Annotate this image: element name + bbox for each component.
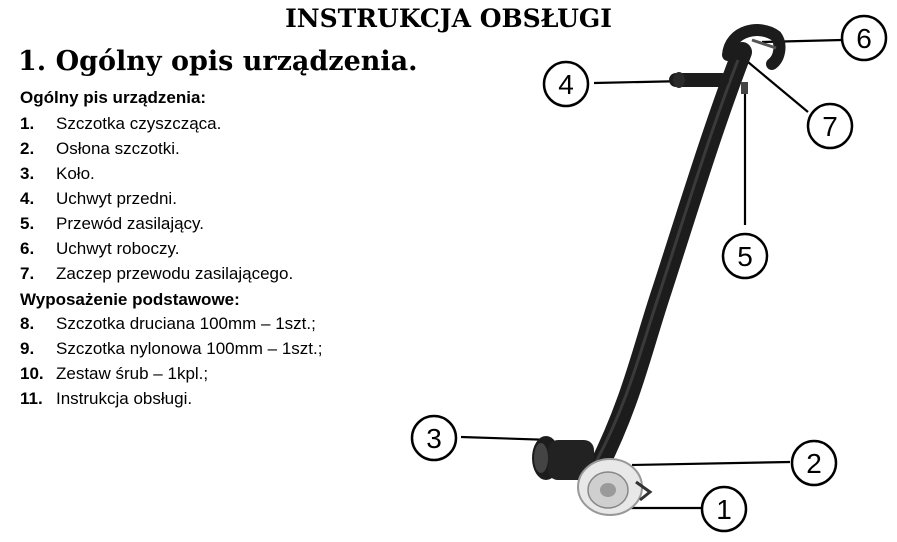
item-text: Uchwyt roboczy.: [56, 239, 180, 258]
list-item: [20, 236, 293, 261]
callout-label-3: 3: [426, 423, 442, 454]
leader-line-3: [461, 437, 552, 440]
item-text: Zaczep przewodu zasilającego.: [56, 264, 294, 283]
item-number: 9.: [20, 339, 35, 358]
item-text: Osłona szczotki.: [56, 139, 180, 158]
section-heading: 1. Ogólny opis urządzenia.: [18, 46, 418, 77]
leader-line-7: [748, 62, 808, 112]
list-item: [20, 136, 293, 161]
item-number: 7.: [20, 264, 35, 283]
item-number: 5.: [20, 214, 35, 233]
list-item: [20, 386, 322, 411]
front-handle-cap: [673, 72, 685, 88]
document-title: INSTRUKCJA OBSŁUGI: [285, 4, 612, 33]
callout-leaders: [461, 40, 842, 508]
item-number: 1.: [20, 114, 35, 133]
item-text: Uchwyt przedni.: [56, 189, 177, 208]
item-number: 10.: [20, 364, 44, 383]
description-heading: Ogólny pis urządzenia:: [20, 88, 207, 107]
wheel-hub: [534, 443, 548, 473]
callout-label-5: 5: [737, 241, 753, 272]
item-text: Szczotka czyszcząca.: [56, 114, 222, 133]
leader-line-2: [632, 462, 790, 465]
item-number: 2.: [20, 139, 35, 158]
item-text: Szczotka nylonowa 100mm – 1szt.;: [56, 339, 323, 358]
item-number: 11.: [20, 389, 43, 408]
item-text: Przewód zasilający.: [56, 214, 205, 233]
callout-label-6: 6: [856, 23, 872, 54]
equipment-heading: Wyposażenie podstawowe:: [20, 290, 240, 309]
item-text: Zestaw śrub – 1kpl.;: [56, 364, 209, 383]
item-text: Szczotka druciana 100mm – 1szt.;: [56, 314, 316, 333]
brush-center: [600, 483, 616, 497]
item-number: 3.: [20, 164, 35, 183]
device-illustration: [400, 0, 897, 542]
list-item: [20, 161, 293, 186]
callout-label-4: 4: [558, 69, 574, 100]
item-text: Instrukcja obsługi.: [56, 389, 193, 408]
list-item: [20, 111, 293, 136]
cord-hook: [741, 82, 748, 94]
equipment-list: [20, 311, 322, 411]
list-item: [20, 186, 293, 211]
item-number: 8.: [20, 314, 35, 333]
list-item: [20, 336, 322, 361]
item-number: 6.: [20, 239, 35, 258]
item-text: Koło.: [56, 164, 95, 183]
item-number: 4.: [20, 189, 35, 208]
callout-label-1: 1: [716, 494, 732, 525]
list-item: [20, 211, 293, 236]
description-list: [20, 111, 293, 286]
list-item: [20, 311, 322, 336]
callout-label-2: 2: [806, 448, 822, 479]
list-item: [20, 361, 322, 386]
callout-label-7: 7: [822, 111, 838, 142]
list-item: [20, 261, 293, 286]
